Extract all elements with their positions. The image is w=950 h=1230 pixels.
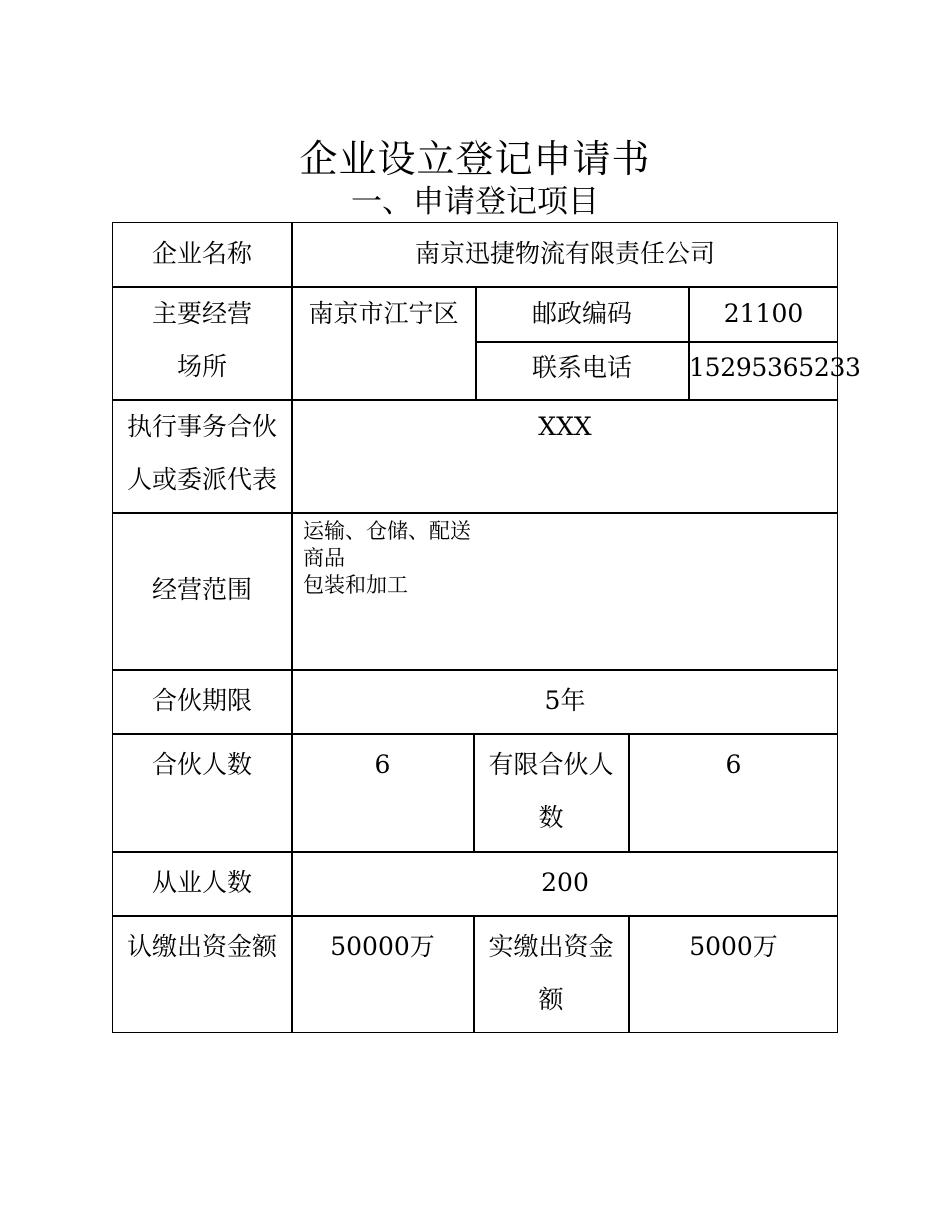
executive-partner-value: XXX <box>538 412 592 441</box>
company-name-label: 企业名称 <box>151 239 252 268</box>
business-scope-value <box>303 518 471 599</box>
limited-partners-label: 有限合伙人 <box>488 750 614 779</box>
paid-capital-label-cont: 额 <box>538 985 564 1014</box>
scope-line: 商品 <box>303 546 345 570</box>
scope-line: 运输、仓储、配送 <box>303 519 471 543</box>
executive-partner-label-cont: 人或委派代表 <box>126 465 277 494</box>
limited-partners-value: 6 <box>725 750 742 779</box>
postal-code-label: 邮政编码 <box>531 299 632 328</box>
executive-partner-label: 执行事务合伙 <box>126 412 277 441</box>
address-value: 南京市江宁区 <box>308 299 459 328</box>
address-label: 主要经营 <box>151 299 252 328</box>
row-divider <box>112 512 838 514</box>
partnership-term-label: 合伙期限 <box>151 686 252 715</box>
partners-count-label: 合伙人数 <box>151 750 252 779</box>
address-label-cont: 场所 <box>176 352 227 381</box>
limited-partners-label-cont: 数 <box>538 803 564 832</box>
scope-line: 包装和加工 <box>303 573 408 597</box>
postal-code-value: 21100 <box>723 299 804 328</box>
document-title: 企业设立登记申请书 <box>299 137 651 181</box>
row-divider <box>112 669 838 671</box>
company-name-value: 南京迅捷物流有限责任公司 <box>414 239 715 268</box>
row-divider <box>112 851 838 853</box>
paid-capital-label: 实缴出资金 <box>488 932 614 961</box>
subscribed-capital-label: 认缴出资金额 <box>126 932 277 961</box>
business-scope-label: 经营范围 <box>151 575 252 604</box>
row-divider <box>112 733 838 735</box>
employees-value: 200 <box>541 868 589 897</box>
paid-capital-value: 5000万 <box>689 932 778 961</box>
subscribed-capital-value: 50000万 <box>330 932 435 961</box>
partners-count-value: 6 <box>374 750 391 779</box>
phone-label: 联系电话 <box>531 353 632 382</box>
section-heading: 一、申请登记项目 <box>351 184 599 220</box>
row-divider <box>112 915 838 917</box>
employees-label: 从业人数 <box>151 868 252 897</box>
phone-value: 15295365233 <box>689 353 861 382</box>
partnership-term-value: 5年 <box>544 686 586 715</box>
